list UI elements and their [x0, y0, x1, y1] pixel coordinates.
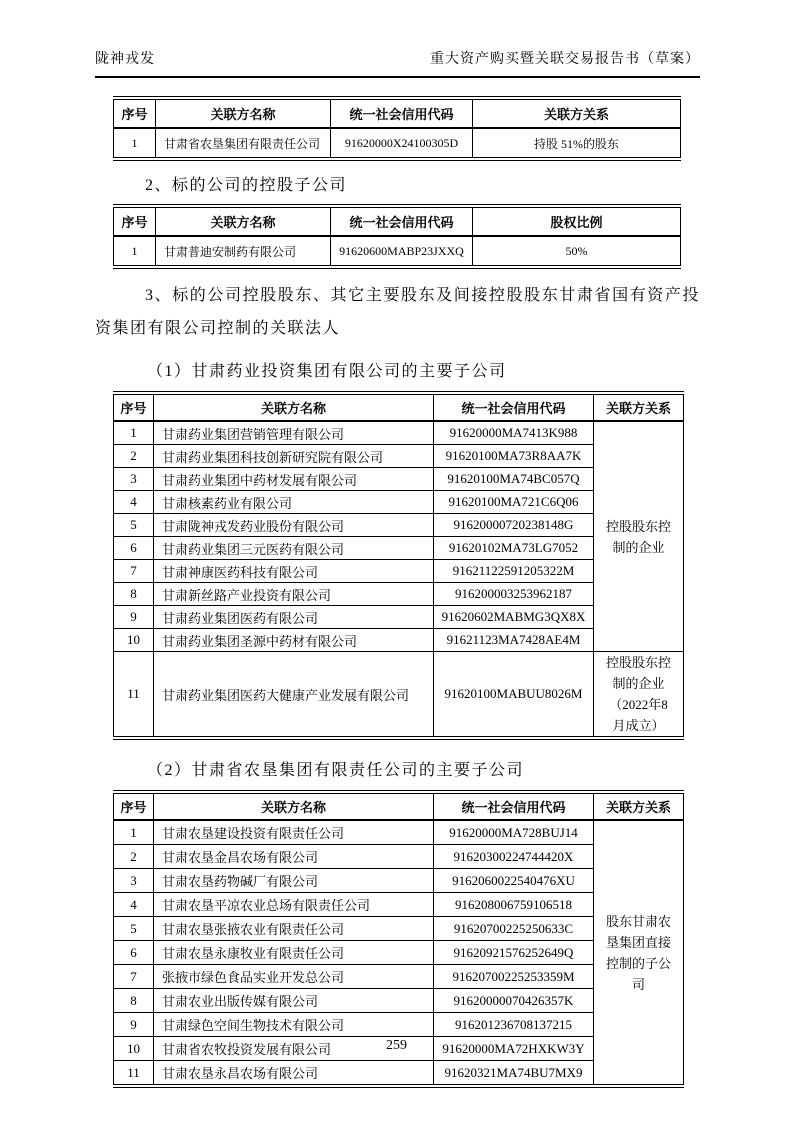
cell-seq: 1	[114, 820, 154, 845]
cell-name: 张掖市绿色食品实业开发总公司	[154, 965, 434, 989]
page-header	[95, 50, 700, 70]
col-header-code: 统一社会信用代码	[331, 98, 473, 128]
cell-name: 甘肃农垦永昌农场有限公司	[154, 1061, 434, 1087]
section-3-paragraph: 3、标的公司控股股东、其它主要股东及间接控股股东甘肃省国有资产投资集团有限公司控制的关联法人	[95, 287, 700, 337]
cell-code: 91620100MA721C6Q06	[434, 491, 594, 514]
cell-name: 甘肃农垦张掖农业有限责任公司	[154, 917, 434, 941]
cell-relation: 持股 51%的股东	[473, 128, 681, 159]
cell-name: 甘肃农垦金昌农场有限公司	[154, 845, 434, 869]
cell-code: 916200003253962187	[434, 583, 594, 606]
cell-seq: 3	[114, 468, 154, 491]
cell-seq: 2	[114, 845, 154, 869]
header-right-title: 重大资产购买暨关联交易报告书（草案）	[430, 52, 700, 67]
header-rule	[95, 76, 700, 78]
cell-name: 甘肃药业集团三元医药有限公司	[154, 537, 434, 560]
cell-seq: 3	[114, 869, 154, 893]
cell-seq: 1	[114, 128, 156, 159]
cell-seq: 7	[114, 560, 154, 583]
cell-code: 91620000X24100305D	[331, 128, 473, 159]
cell-name: 甘肃农垦建设投资有限责任公司	[154, 820, 434, 845]
cell-seq: 10	[114, 1037, 154, 1061]
cell-seq: 10	[114, 629, 154, 652]
table-row	[114, 236, 681, 267]
subsection-2-heading: （2）甘肃省农垦集团有限责任公司的主要子公司	[147, 762, 525, 779]
cell-code: 916208006759106518	[434, 893, 594, 917]
cell-code: 91620602MABMG3QX8X	[434, 606, 594, 629]
cell-seq: 7	[114, 965, 154, 989]
cell-name: 甘肃药业集团圣源中药材有限公司	[154, 629, 434, 652]
col-header-name: 关联方名称	[156, 98, 331, 128]
table-row	[114, 820, 684, 845]
cell-code: 91620000720238148G	[434, 514, 594, 537]
cell-seq: 6	[114, 941, 154, 965]
col-header-seq: 序号	[114, 98, 156, 128]
cell-name: 甘肃省农牧投资发展有限公司	[154, 1037, 434, 1061]
col-header-code: 统一社会信用代码	[434, 393, 594, 421]
cell-name: 甘肃省农垦集团有限责任公司	[156, 128, 331, 159]
page-number: 259	[386, 1038, 407, 1053]
table-header-row	[114, 393, 684, 421]
cell-code: 91620921576252649Q	[434, 941, 594, 965]
cell-code: 91620300224744420X	[434, 845, 594, 869]
table-header-row	[114, 98, 681, 128]
cell-seq: 9	[114, 1013, 154, 1037]
pharma-subsidiaries-table	[113, 391, 684, 740]
table-row	[114, 652, 684, 739]
cell-code: 91620321MA74BU7MX9	[434, 1061, 594, 1087]
cell-name: 甘肃新丝路产业投资有限公司	[154, 583, 434, 606]
cell-code: 91620100MABUU8026M	[434, 652, 594, 739]
cell-name: 甘肃药业集团医药有限公司	[154, 606, 434, 629]
col-header-name: 关联方名称	[154, 393, 434, 421]
cell-name: 甘肃药业集团医药大健康产业发展有限公司	[154, 652, 434, 739]
table-header-row	[114, 792, 684, 820]
cell-seq: 4	[114, 491, 154, 514]
cell-code: 91620000MA72HXKW3Y	[434, 1037, 594, 1061]
cell-code: 916201236708137215	[434, 1013, 594, 1037]
cell-code: 91620000070426357K	[434, 989, 594, 1013]
cell-name: 甘肃神康医药科技有限公司	[154, 560, 434, 583]
col-header-relation: 关联方关系	[594, 792, 684, 820]
cell-seq: 8	[114, 989, 154, 1013]
cell-seq: 6	[114, 537, 154, 560]
cell-name: 甘肃药业集团营销管理有限公司	[154, 421, 434, 445]
cell-name: 甘肃药业集团中药材发展有限公司	[154, 468, 434, 491]
cell-seq: 5	[114, 917, 154, 941]
cell-seq: 9	[114, 606, 154, 629]
subsection-1-heading: （1）甘肃药业投资集团有限公司的主要子公司	[147, 363, 507, 380]
cell-code: 91620000MA7413K988	[434, 421, 594, 445]
cell-code: 91621122591205322M	[434, 560, 594, 583]
cell-name: 甘肃农垦平凉农业总场有限责任公司	[154, 893, 434, 917]
cell-name: 甘肃农垦药物碱厂有限公司	[154, 869, 434, 893]
cell-seq: 8	[114, 583, 154, 606]
cell-code: 9162060022540476XU	[434, 869, 594, 893]
cell-code: 91620000MA728BUJ14	[434, 820, 594, 845]
cell-name: 甘肃绿色空间生物技术有限公司	[154, 1013, 434, 1037]
cell-name: 甘肃核素药业有限公司	[154, 491, 434, 514]
cell-seq: 11	[114, 652, 154, 739]
controlled-subsidiary-table	[113, 204, 681, 269]
cell-code: 91620700225253359M	[434, 965, 594, 989]
col-header-name: 关联方名称	[156, 206, 331, 236]
col-header-relation: 关联方关系	[473, 98, 681, 128]
col-header-relation: 关联方关系	[594, 393, 684, 421]
header-left-title: 陇神戎发	[95, 52, 155, 67]
cell-seq: 11	[114, 1061, 154, 1087]
cell-seq: 4	[114, 893, 154, 917]
col-header-seq: 序号	[114, 206, 156, 236]
controlling-shareholder-table	[113, 96, 681, 161]
section-2-heading: 2、标的公司的控股子公司	[145, 177, 348, 194]
cell-code: 91620102MA73LG7052	[434, 537, 594, 560]
cell-code: 91620700225250633C	[434, 917, 594, 941]
cell-name: 甘肃农业出版传媒有限公司	[154, 989, 434, 1013]
col-header-seq: 序号	[114, 393, 154, 421]
col-header-code: 统一社会信用代码	[434, 792, 594, 820]
cell-seq: 1	[114, 421, 154, 445]
col-header-seq: 序号	[114, 792, 154, 820]
cell-name: 甘肃药业集团科技创新研究院有限公司	[154, 445, 434, 468]
cell-seq: 1	[114, 236, 156, 267]
cell-name: 甘肃普迪安制药有限公司	[156, 236, 331, 267]
table-row	[114, 421, 684, 445]
col-header-code: 统一社会信用代码	[331, 206, 473, 236]
col-header-equity: 股权比例	[473, 206, 681, 236]
col-header-name: 关联方名称	[154, 792, 434, 820]
cell-code: 91620600MABP23JXXQ	[331, 236, 473, 267]
cell-code: 91620100MA74BC057Q	[434, 468, 594, 491]
table-row	[114, 128, 681, 159]
cell-seq: 2	[114, 445, 154, 468]
cell-name: 甘肃陇神戎发药业股份有限公司	[154, 514, 434, 537]
cell-relation: 控股股东控制的企业（2022年8月成立）	[594, 652, 684, 739]
cell-code: 91620100MA73R8AA7K	[434, 445, 594, 468]
cell-relation-merged: 控股股东控制的企业	[594, 421, 684, 652]
table-header-row	[114, 206, 681, 236]
cell-name: 甘肃农垦永康牧业有限责任公司	[154, 941, 434, 965]
cell-code: 91621123MA7428AE4M	[434, 629, 594, 652]
cell-seq: 5	[114, 514, 154, 537]
cell-equity: 50%	[473, 236, 681, 267]
cell-relation-merged: 股东甘肃农垦集团直接控制的子公司	[594, 820, 684, 1086]
